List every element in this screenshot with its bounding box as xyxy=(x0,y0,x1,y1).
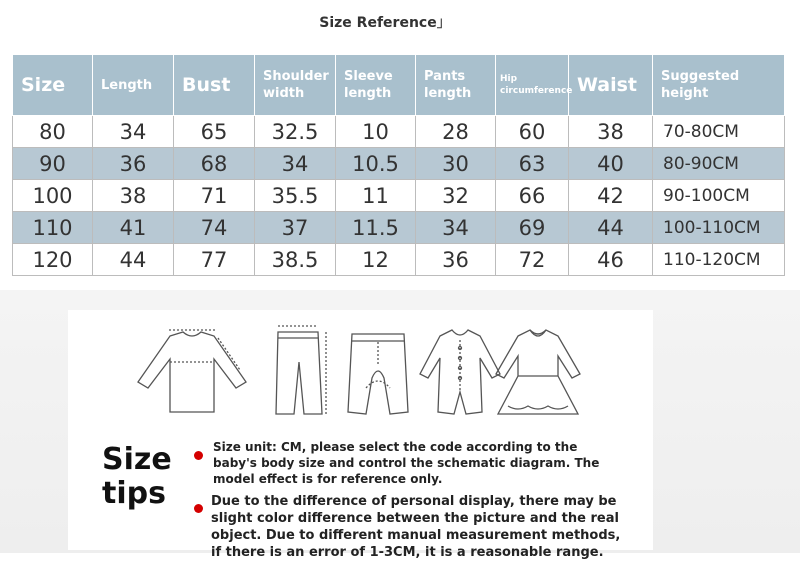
cell-hip: 60 xyxy=(496,116,569,148)
header-waist: Waist xyxy=(569,55,653,116)
cell-height: 100-110CM xyxy=(653,212,785,244)
page-title: Size Reference」 xyxy=(319,15,451,31)
cell-sleeve: 11 xyxy=(336,180,416,212)
cell-size: 80 xyxy=(13,116,93,148)
cell-pants: 30 xyxy=(416,148,496,180)
cell-height: 90-100CM xyxy=(653,180,785,212)
cell-sleeve: 11.5 xyxy=(336,212,416,244)
table-row xyxy=(13,148,785,180)
long-sleeve-top-icon xyxy=(138,330,246,412)
header-hip-circumference: Hip circumference xyxy=(496,55,569,116)
size-chart-table xyxy=(12,54,785,276)
cell-waist: 46 xyxy=(569,244,653,276)
cell-hip: 63 xyxy=(496,148,569,180)
cell-pants: 32 xyxy=(416,180,496,212)
size-tips-card xyxy=(68,310,653,560)
cell-shoulder: 34 xyxy=(255,148,336,180)
header-pants-length: Pants length xyxy=(416,55,496,116)
cell-bust: 77 xyxy=(174,244,255,276)
cell-bust: 74 xyxy=(174,212,255,244)
cell-size: 100 xyxy=(13,180,93,212)
header-sleeve-length: Sleeve length xyxy=(336,55,416,116)
cell-pants: 36 xyxy=(416,244,496,276)
dress-icon xyxy=(496,330,580,414)
size-tips-heading-line1: Size xyxy=(102,442,172,477)
cell-height: 110-120CM xyxy=(653,244,785,276)
header-bust: Bust xyxy=(174,55,255,116)
cell-sleeve: 12 xyxy=(336,244,416,276)
cell-hip: 66 xyxy=(496,180,569,212)
cell-hip: 72 xyxy=(496,244,569,276)
measurement-diagram xyxy=(68,314,653,426)
cell-length: 36 xyxy=(93,148,174,180)
bullet-dot-icon xyxy=(194,451,203,460)
header-shoulder-width: Shoulder width xyxy=(255,55,336,116)
cell-waist: 38 xyxy=(569,116,653,148)
table-row xyxy=(13,244,785,276)
cell-sleeve: 10 xyxy=(336,116,416,148)
size-tips-heading xyxy=(102,443,172,511)
header-length: Length xyxy=(93,55,174,116)
cell-length: 41 xyxy=(93,212,174,244)
cell-shoulder: 37 xyxy=(255,212,336,244)
cell-hip: 69 xyxy=(496,212,569,244)
table-row xyxy=(13,180,785,212)
header-suggested-height: Suggested height xyxy=(653,55,785,116)
cell-size: 90 xyxy=(13,148,93,180)
cell-length: 44 xyxy=(93,244,174,276)
cell-bust: 65 xyxy=(174,116,255,148)
cell-shoulder: 35.5 xyxy=(255,180,336,212)
cell-pants: 34 xyxy=(416,212,496,244)
cell-shoulder: 38.5 xyxy=(255,244,336,276)
size-tip-text: Size unit: CM, please select the code according to the baby's body size and control the schematic diagram. The model effect is for reference only. xyxy=(213,440,600,486)
cell-pants: 28 xyxy=(416,116,496,148)
cell-size: 110 xyxy=(13,212,93,244)
cell-waist: 44 xyxy=(569,212,653,244)
cell-sleeve: 10.5 xyxy=(336,148,416,180)
cell-waist: 42 xyxy=(569,180,653,212)
size-tips-panel xyxy=(0,290,800,560)
trousers-icon xyxy=(276,326,326,414)
cell-height: 80-90CM xyxy=(653,148,785,180)
cell-size: 120 xyxy=(13,244,93,276)
open-leg-pants-icon xyxy=(348,334,408,414)
cell-length: 38 xyxy=(93,180,174,212)
cell-bust: 68 xyxy=(174,148,255,180)
bullet-dot-icon xyxy=(194,504,203,513)
cell-bust: 71 xyxy=(174,180,255,212)
table-header-row xyxy=(13,55,785,116)
header-size: Size xyxy=(13,55,93,116)
cell-waist: 40 xyxy=(569,148,653,180)
table-row xyxy=(13,116,785,148)
size-tip-text: Due to the difference of personal display, there may be slight color difference between the picture and the real object. Due to different manual measurement methods, if there is an error of 1-3CM, it is a reasonable range. xyxy=(211,494,621,560)
size-tips-heading-line2: tips xyxy=(102,476,166,511)
cell-shoulder: 32.5 xyxy=(255,116,336,148)
table-row xyxy=(13,212,785,244)
cell-height: 70-80CM xyxy=(653,116,785,148)
cell-length: 34 xyxy=(93,116,174,148)
romper-icon xyxy=(420,330,500,414)
